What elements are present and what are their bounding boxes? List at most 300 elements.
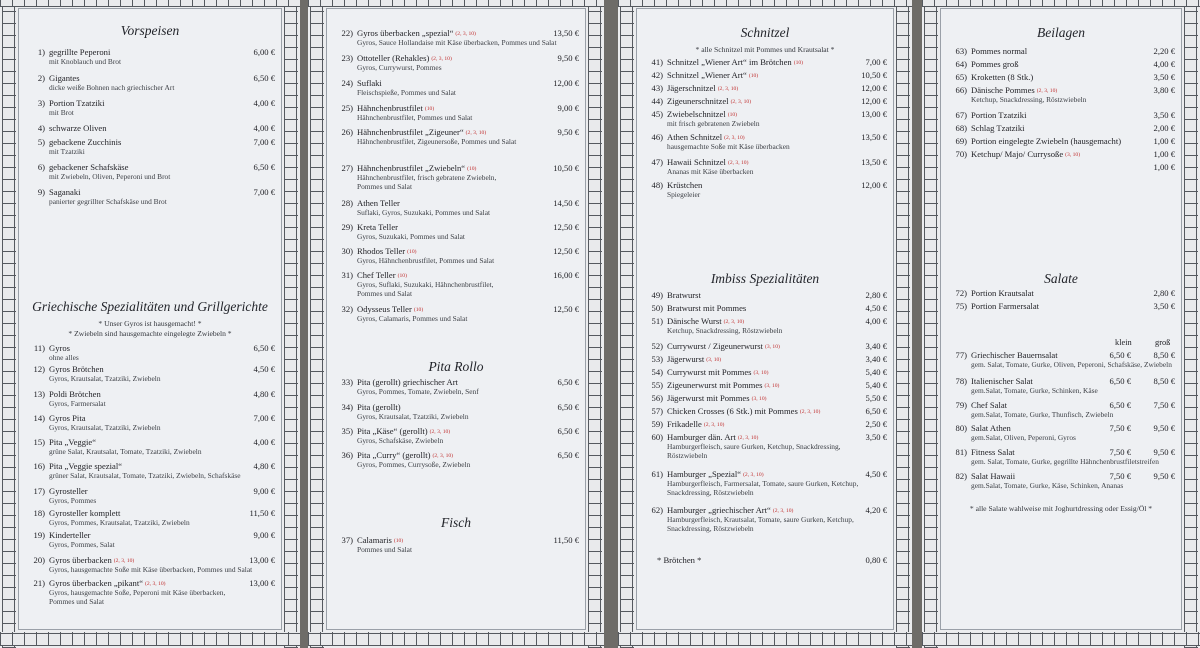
item-name [667,367,768,378]
price-klein: 6,50 € [1109,400,1131,410]
item-number: 37) [341,535,353,545]
item-description: Gyros, Schafskäse, Zwiebeln [357,436,444,445]
item-price: 4,80 € [253,461,275,471]
item-price: 6,50 € [253,73,275,83]
item-name-text: Hähnchenbrustfilet [357,103,423,113]
item-number: 51) [651,316,663,326]
item-number: 4) [37,123,45,133]
item-name-text: Jägerwurst mit Pommes [667,393,750,403]
menu-item [331,426,579,446]
item-number: 22) [341,28,353,38]
menu-item [23,73,275,93]
item-name-text: Zigeunerwurst mit Pommes [667,380,763,390]
menu-item [331,304,579,324]
item-name [49,137,121,147]
item-description: panierter gegrillter Schafskäse und Brot [49,197,167,206]
item-number: 24) [341,78,353,88]
item-number: 43) [651,83,663,93]
item-number: 36) [341,450,353,460]
item-name-text: Gyros Brötchen [49,364,104,374]
item-price: 4,00 € [1153,59,1175,69]
item-name-text: Ottoteller (Rehakles) [357,53,430,63]
item-number: 35) [341,426,353,436]
item-name-text: Calamaris [357,535,392,545]
item-number: 17) [33,486,45,496]
item-name-text: Pita „Veggie spezial“ [49,461,123,471]
additives-code: (2, 3, 10) [113,558,135,564]
item-name-text: Athen Schnitzel [667,132,723,142]
price-gross: 8,50 € [1153,376,1175,386]
size-klein-header: klein [1115,338,1132,347]
additives-code: (3, 10) [753,370,769,376]
additives-code: (2, 3, 10) [145,581,166,587]
greek-key-border [0,0,300,7]
menu-item [23,137,275,157]
menu-item [331,222,579,242]
item-name [357,78,382,88]
item-price: 12,50 € [553,304,579,314]
item-description: mit Knoblauch und Brot [49,57,122,66]
section-title: Beilagen [1037,25,1085,40]
menu-item [331,78,579,98]
item-name [49,98,104,108]
additives-code: (3, 10) [764,344,780,350]
item-price: 13,00 € [861,109,887,119]
item-name-text: Hawaii Schnitzel [667,157,726,167]
greek-key-border [308,0,604,7]
item-name-text: Dänische Wurst [667,316,722,326]
additives-code: (10) [793,60,804,66]
menu-item [23,461,275,481]
item-name-text: Pita (gerollt) griechischer Art [357,377,458,387]
item-name [49,343,70,353]
item-name-text: Zwiebelschnitzel [667,109,726,119]
greek-key-border [1184,0,1198,648]
item-price: 9,50 € [557,127,579,137]
item-description-2: Pommes und Salat [357,289,413,298]
item-name-text: Schnitzel „Wiener Art“ im Brötchen [667,57,792,67]
greek-key-border [310,0,324,648]
item-number: 28) [341,198,353,208]
item-description: Gyros, Sauce Hollandaise mit Käse überbacken, Pommes und Salat [357,38,557,47]
item-price: 2,80 € [865,290,887,300]
menu-item [641,180,887,200]
item-name-text: Gyrosteller [49,486,88,496]
greek-key-border [588,0,602,648]
item-number: 42) [651,70,663,80]
item-price: 3,50 € [1153,72,1175,82]
item-name [667,341,780,352]
item-price: 12,00 € [861,83,887,93]
additives-code: (10) [407,249,417,255]
panel-schnitzel [618,0,912,648]
item-description: Gyros, Currywurst, Pommes [357,63,442,72]
section-note: * alle Schnitzel mit Pommes und Krautsalat * [695,45,835,54]
price-gross: 9,50 € [1153,447,1175,457]
item-price: 4,50 € [253,364,275,374]
item-price: 11,50 € [249,508,275,518]
panel-inner [326,8,586,630]
item-price: 3,80 € [1153,85,1175,95]
item-name-text: Pommes groß [971,59,1019,69]
menu-item [331,246,579,266]
additives-code: (3, 10) [1065,152,1081,158]
additives-code: (2, 3, 10) [432,453,454,459]
item-name-text: Schlag Tzatziki [971,123,1025,133]
item-description: Hähnchenbrustfilet, frisch gebratene Zwiebeln, [357,173,497,182]
item-name-text: Suflaki [357,78,382,88]
item-name [971,123,1025,133]
section-title: Schnitzel [740,25,790,40]
additives-code: (2, 3, 10) [703,422,725,428]
item-description: Gyros, Krautsalat, Tzatziki, Zwiebeln [357,412,469,421]
item-description: ohne alles [49,353,79,362]
item-number: 81) [955,447,967,457]
item-name [49,530,91,540]
panel-beilagen [922,0,1200,648]
greek-key-border [2,0,16,648]
item-price: 13,50 € [553,28,579,38]
menu-item [331,270,579,298]
item-number: 77) [955,350,967,360]
item-name [49,162,128,172]
item-name [49,486,88,496]
menu-item [331,53,579,73]
menu-item [23,555,275,575]
item-name: Portion Krautsalat [971,288,1034,298]
item-description: gem.Salat, Tomate, Gurke, Käse, Schinken, Ananas [971,481,1124,490]
item-number: 9) [37,187,45,197]
item-number: 68) [955,123,967,133]
item-number: 64) [955,59,967,69]
additives-code: (2, 3, 10) [772,508,794,514]
item-name: Griechischer Bauernsalat [971,350,1058,360]
item-number: 63) [955,46,967,56]
extra-price: 1,00 € [1153,162,1175,172]
item-number: 65) [955,72,967,82]
item-price: 6,50 € [557,450,579,460]
item-number: 50) [651,303,663,313]
item-name: Fitness Salat [971,447,1015,457]
item-price: 7,00 € [253,187,275,197]
item-price: 13,00 € [249,578,275,588]
menu-item [331,163,579,191]
item-price: 2,50 € [865,419,887,429]
item-price: 12,00 € [553,78,579,88]
item-name-text: Gyros überbacken „spezial“ [357,28,454,38]
item-name-text: Pita „Käse“ (gerollt) [357,426,428,436]
menu-item [641,157,887,177]
item-number: 27) [341,163,353,173]
item-price: 6,50 € [557,402,579,412]
item-name [971,110,1026,120]
broetchen-label: * Brötchen * [657,555,702,565]
item-number: 1) [37,47,45,57]
item-description: Gyros, Pommes, Currysoße, Zwiebeln [357,460,471,469]
section-note: * Unser Gyros ist hausgemacht! * [98,319,202,328]
item-number: 54) [651,367,663,377]
menu-item [331,28,579,48]
item-price: 3,50 € [1153,301,1175,311]
item-price: 9,50 € [557,53,579,63]
menu-item [23,162,275,182]
item-price: 9,00 € [557,103,579,113]
item-number: 52) [651,341,663,351]
section-title: Griechische Spezialitäten und Grillgerichte [32,299,268,314]
broetchen-row [641,555,887,567]
item-name-text: Schnitzel „Wiener Art“ [667,70,747,80]
panel-vorspeisen [0,0,300,648]
item-description: Gyros, Krautsalat, Tzatziki, Zwiebeln [49,423,161,432]
item-name [49,123,107,133]
item-number: 26) [341,127,353,137]
item-number: 61) [651,469,663,479]
menu-item [23,187,275,207]
price-gross: 8,50 € [1153,350,1175,360]
item-description: Ananas mit Käse überbacken [667,167,754,176]
item-price: 12,50 € [553,222,579,232]
item-name [971,72,1033,82]
menu-item [331,103,579,123]
additives-code: (2, 3, 10) [799,409,821,415]
item-description-2: Pommes und Salat [49,597,105,606]
additives-code: (3, 10) [764,383,780,389]
item-name [971,46,1027,56]
item-price: 10,50 € [553,163,579,173]
item-name [49,187,81,197]
item-number: 41) [651,57,663,67]
menu-item [23,47,275,67]
price-gross: 7,50 € [1153,400,1175,410]
item-name-text: Rhodos Teller [357,246,406,256]
item-name-text: Krüstchen [667,180,703,190]
item-number: 13) [33,389,45,399]
item-name-text: Dänische Pommes [971,85,1035,95]
item-description: Fleischspieße, Pommes und Salat [357,88,456,97]
additives-code: (3, 10) [706,357,722,363]
item-name: Portion Farmersalat [971,301,1040,311]
additives-code: (10) [397,273,407,279]
item-name [971,136,1121,146]
item-price: 4,20 € [865,505,887,515]
item-number: 34) [341,402,353,412]
item-name-text: Pita „Curry“ (gerollt) [357,450,431,460]
menu-item [23,437,275,457]
item-name-text: Pita (gerollt) [357,402,401,412]
item-price: 2,80 € [1153,288,1175,298]
item-name [971,59,1019,69]
item-number: 67) [955,110,967,120]
item-name [667,303,746,313]
price-gross: 9,50 € [1153,471,1175,481]
item-name-text: Odysseus Teller [357,304,412,314]
item-description: gem.Salat, Tomate, Gurke, Thunfisch, Zwiebeln [971,410,1114,419]
menu-item [23,486,275,506]
item-name [49,461,122,471]
item-name-text: Athen Teller [357,198,400,208]
item-description: grüne Salat, Krautsalat, Tomate, Tzatziki, Zwiebeln [49,447,202,456]
item-description-2: Pommes und Salat [357,182,413,191]
item-name [667,393,767,404]
menu-item [23,364,275,384]
item-number: 72) [955,288,967,298]
menu-item [641,469,887,497]
item-number: 25) [341,103,353,113]
item-number: 47) [651,157,663,167]
item-number: 30) [341,246,353,256]
item-name [357,198,400,208]
item-price: 12,00 € [861,96,887,106]
item-number: 49) [651,290,663,300]
item-name-text: Hamburger dän. Art [667,432,736,442]
item-description: Ketchup, Snackdressing, Röstzwiebeln [971,95,1087,104]
item-name-text: Kreta Teller [357,222,398,232]
item-name [357,222,398,232]
item-name-text: Portion Tzatziki [971,110,1027,120]
item-description: Gyros, Pommes [49,496,97,505]
item-name-text: gegrillte Peperoni [49,47,111,57]
item-name-text: Portion eingelegte Zwiebeln (hausgemacht) [971,136,1122,146]
additives-code: (10) [393,538,404,544]
item-name [971,149,1080,160]
additives-code: (10) [727,112,738,118]
item-name [49,437,96,447]
item-description: grüner Salat, Krautsalat, Tomate, Tzatziki, Zwiebeln, Schafskäse [49,471,241,480]
menu-item [945,149,1175,169]
section-title: Imbiss Spezialitäten [710,271,820,286]
item-description: Hamburgerfleisch, saure Gurken, Ketchup, Snackdressing, [667,442,841,451]
menu-item [23,413,275,433]
item-name-text: Chef Teller [357,270,396,280]
item-description: mit frisch gebratenen Zwiebeln [667,119,760,128]
menu-item [23,98,275,118]
item-description: mit Brot [49,108,74,117]
item-price: 3,50 € [1153,110,1175,120]
menu-item [331,198,579,218]
item-description: gem. Salat, Tomate, Gurke, Oliven, Peperoni, Schafskäse, Zwiebeln [971,360,1172,369]
item-name [49,73,80,83]
item-name [667,70,758,81]
item-number: 32) [341,304,353,314]
item-description: Gyros, Pommes, Tomate, Zwiebeln, Senf [357,387,479,396]
item-price: 1,00 € [1153,136,1175,146]
menu-item [331,377,579,397]
item-number: 2) [37,73,45,83]
additives-code: (10) [424,106,435,112]
item-name [49,413,86,423]
item-description: Gyros, Calamaris, Pommes und Salat [357,314,468,323]
price-klein: 7,50 € [1109,471,1131,481]
menu-item [641,109,887,129]
item-name-text: Gyros überbacken „pikant“ [49,578,144,588]
item-number: 21) [33,578,45,588]
item-number: 80) [955,423,967,433]
item-price: 6,50 € [865,406,887,416]
greek-key-border [284,0,298,648]
item-price: 14,50 € [553,198,579,208]
menu-item [331,450,579,470]
greek-key-border [618,0,912,7]
item-number: 29) [341,222,353,232]
item-number: 31) [341,270,353,280]
item-name-text: gebackene Zucchinis [49,137,122,147]
item-name [667,419,724,430]
item-number: 78) [955,376,967,386]
item-name: Salat Hawaii [971,471,1016,481]
menu-item [23,343,275,363]
item-number: 18) [33,508,45,518]
item-name-text: Hamburger „Spezial“ [667,469,742,479]
section-title: Vorspeisen [120,23,180,38]
item-price: 4,50 € [865,303,887,313]
item-description: gem. Salat, Tomate, Gurke, gegrillte Hähnchenbrustfiletstreifen [971,457,1159,466]
item-number: 14) [33,413,45,423]
item-name-text: Hamburger „griechischer Art“ [667,505,771,515]
item-number: 12) [33,364,45,374]
item-name [667,380,779,391]
additives-code: (3, 10) [751,396,767,402]
item-number: 79) [955,400,967,410]
item-number: 45) [651,109,663,119]
item-price: 16,00 € [553,270,579,280]
menu-item [331,535,579,555]
price-klein: 6,50 € [1109,350,1131,360]
item-description-2: Snackdressing, Röstzwiebeln [667,488,754,497]
item-number: 66) [955,85,967,95]
item-price: 4,00 € [253,437,275,447]
additives-code: (2, 3, 10) [429,429,451,435]
additives-code: (10) [413,307,424,313]
greek-key-border [618,632,912,646]
item-number: 46) [651,132,663,142]
item-price: 13,50 € [861,157,887,167]
item-price: 4,50 € [865,469,887,479]
menu-item [945,85,1175,105]
item-name-text: Currywurst mit Pommes [667,367,752,377]
item-name-text: Poldi Brötchen [49,389,101,399]
item-number: 70) [955,149,967,159]
salad-item [945,350,1175,370]
item-number: 56) [651,393,663,403]
item-number: 82) [955,471,967,481]
item-description: gem.Salat, Oliven, Peperoni, Gyros [971,433,1076,442]
item-price: 2,00 € [1153,123,1175,133]
item-name [49,364,104,374]
additives-code: (10) [748,73,759,79]
item-name-text: schwarze Oliven [49,123,107,133]
item-name-text: Jägerschnitzel [667,83,716,93]
item-number: 19) [33,530,45,540]
item-number: 5) [37,137,45,147]
item-description: Spiegeleier [667,190,701,199]
item-description: gem.Salat, Tomate, Gurke, Schinken, Käse [971,386,1098,395]
item-number: 33) [341,377,353,387]
item-name-text: Gyros überbacken [49,555,112,565]
item-description: Gyros, Farmersalat [49,399,106,408]
item-number: 16) [33,461,45,471]
item-name-text: Kroketten (8 Stk.) [971,72,1034,82]
additives-code: (2, 3, 10) [431,56,452,62]
salad-item [945,423,1175,443]
item-description: Gyros, Pommes, Salat [49,540,115,549]
item-number: 48) [651,180,663,190]
item-name-text: Gyrosteller komplett [49,508,121,518]
section-note: * alle Salate wahlweise mit Joghurtdressing oder Essig/Öl * [969,504,1153,513]
menu-item [23,530,275,550]
menu-item [641,432,887,460]
item-name-text: Currywurst / Zigeunerwurst [667,341,763,351]
item-name [667,180,702,190]
